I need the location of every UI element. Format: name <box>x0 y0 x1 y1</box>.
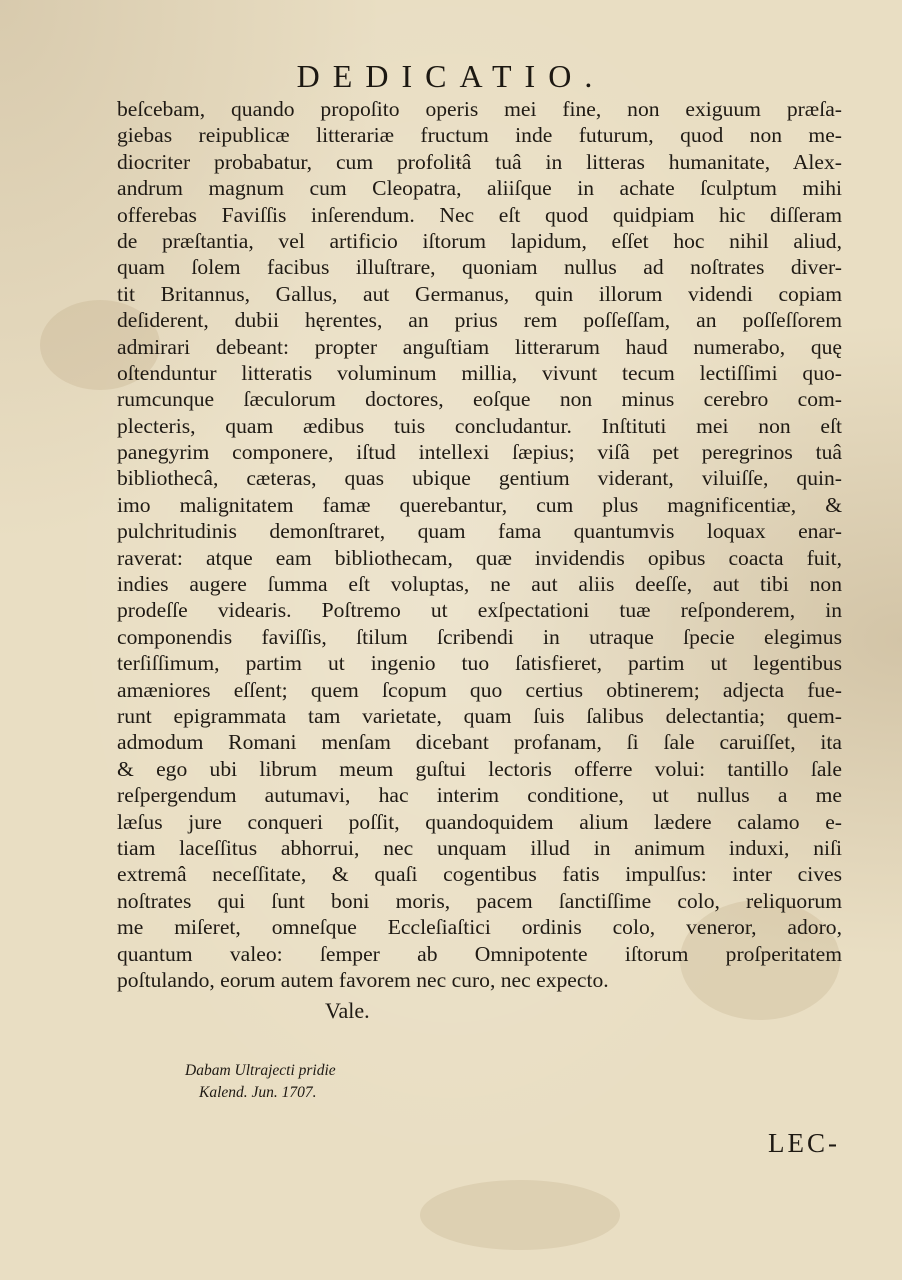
dateline-line: Kalend. Jun. 1707. <box>199 1084 317 1101</box>
running-head: DEDICATIO. <box>296 58 606 94</box>
text-line: pulchritudinis demonſtraret, quam fama quantumvis loquax enar- <box>117 519 842 544</box>
text-line: beſcebam, quando propoſito operis mei fine, non exiguum præſa- <box>117 97 842 121</box>
text-line: de præſtantia, vel artificio iſtorum lapidum, eſſet hoc nihil aliud, <box>117 228 842 253</box>
text-line: oſtenduntur litteratis voluminum millia, vivunt tecum lectiſſimi quo- <box>117 360 842 385</box>
text-line: amæniores eſſent; quem ſcopum quo certius obtinerem; adjecta fue- <box>117 677 842 702</box>
text-line: quam ſolem facibus illuſtrare, quoniam nullus ad noſtrates diver- <box>117 255 842 280</box>
text-line: prodeſſe videaris. Poſtremo ut exſpectationi tuæ reſponderem, in <box>117 598 842 623</box>
text-line: me miſeret, omneſque Eccleſiaſtici ordinis colo, veneror, adoro, <box>117 915 842 940</box>
text-line: raverat: atque eam bibliothecam, quæ invidendis opibus coacta fuit, <box>117 545 842 570</box>
text-line: terſiſſimum, partim ut ingenio tuo ſatisfieret, partim ut legentibus <box>117 651 842 676</box>
dateline-line: Dabam Ultrajecti pridie <box>185 1062 336 1079</box>
text-line: & ego ubi librum meum guſtui lectoris offerre volui: tantillo ſale <box>117 756 842 781</box>
text-line: extremâ neceſſitate, & quaſi cogentibus fatis impulſus: inter cives <box>117 862 842 887</box>
text-line: quantum valeo: ſemper ab Omnipotente iſtorum proſperitatem <box>117 941 842 966</box>
text-line: andrum magnum cum Cleopatra, aliiſque in achate ſculptum mihi <box>117 176 842 201</box>
catchword: LEC- <box>768 1128 840 1158</box>
text-line: panegyrim componere, iſtud intellexi ſæpius; viſâ pet peregrinos tuâ <box>117 440 842 465</box>
text-line: imo malignitatem famæ querebantur, cum plus magnificentiæ, & <box>117 492 842 517</box>
text-line: diocriter probabatur, cum profoliŧâ tuâ in litteras humanitate, Alex- <box>117 149 842 174</box>
valediction: Vale. <box>325 998 370 1023</box>
dateline <box>185 1060 336 1104</box>
text-line: giebas reipublicæ litterariæ fructum inde futurum, quod non me- <box>117 123 842 148</box>
text-line: admirari debeant: propter anguſtiam litterarum haud numerabo, quę <box>117 334 842 359</box>
text-line: componendis faviſſis, ſtilum ſcribendi in utraque ſpecie elegimus <box>117 624 842 649</box>
text-line: admodum Romani menſam dicebant profanam, ſi ſale caruiſſet, ita <box>117 730 842 755</box>
text-line: runt epigrammata tam varietate, quam ſuis ſalibus delectantia; quem- <box>117 703 842 728</box>
text-line: indies augere ſumma eſt voluptas, ne aut aliis deeſſe, aut tibi non <box>117 572 842 597</box>
text-line: tiam laceſſitus abhorrui, nec unquam illud in animum induxi, niſi <box>117 835 842 860</box>
text-line: offerebas Faviſſis inſerendum. Nec eſt quod quidpiam hic diſſeram <box>117 202 842 227</box>
text-line: rumcunque ſæculorum doctores, eoſque non minus cerebro com- <box>117 387 842 412</box>
body-text <box>117 96 842 993</box>
text-line: deſiderent, dubii hęrentes, an prius rem poſſeſſam, an poſſeſſorem <box>117 308 842 333</box>
text-line: noſtrates qui ſunt boni moris, pacem ſanctiſſime colo, reliquorum <box>117 888 842 913</box>
text-line: reſpergendum autumavi, hac interim conditione, ut nullus a me <box>117 783 842 808</box>
text-line: plecteris, quam ædibus tuis concludantur. Inſtituti mei non eſt <box>117 413 842 438</box>
text-line: bibliothecâ, cæteras, quas ubique gentium viderant, viluiſſe, quin- <box>117 466 842 491</box>
text-line: læſus jure conqueri poſſit, quandoquidem alium lædere calamo e- <box>117 809 842 834</box>
text-line: poſtulando, eorum autem favorem nec curo, nec expecto. <box>117 967 609 992</box>
paper-stain <box>420 1180 620 1250</box>
text-line: tit Britannus, Gallus, aut Germanus, quin illorum videndi copiam <box>117 281 842 306</box>
